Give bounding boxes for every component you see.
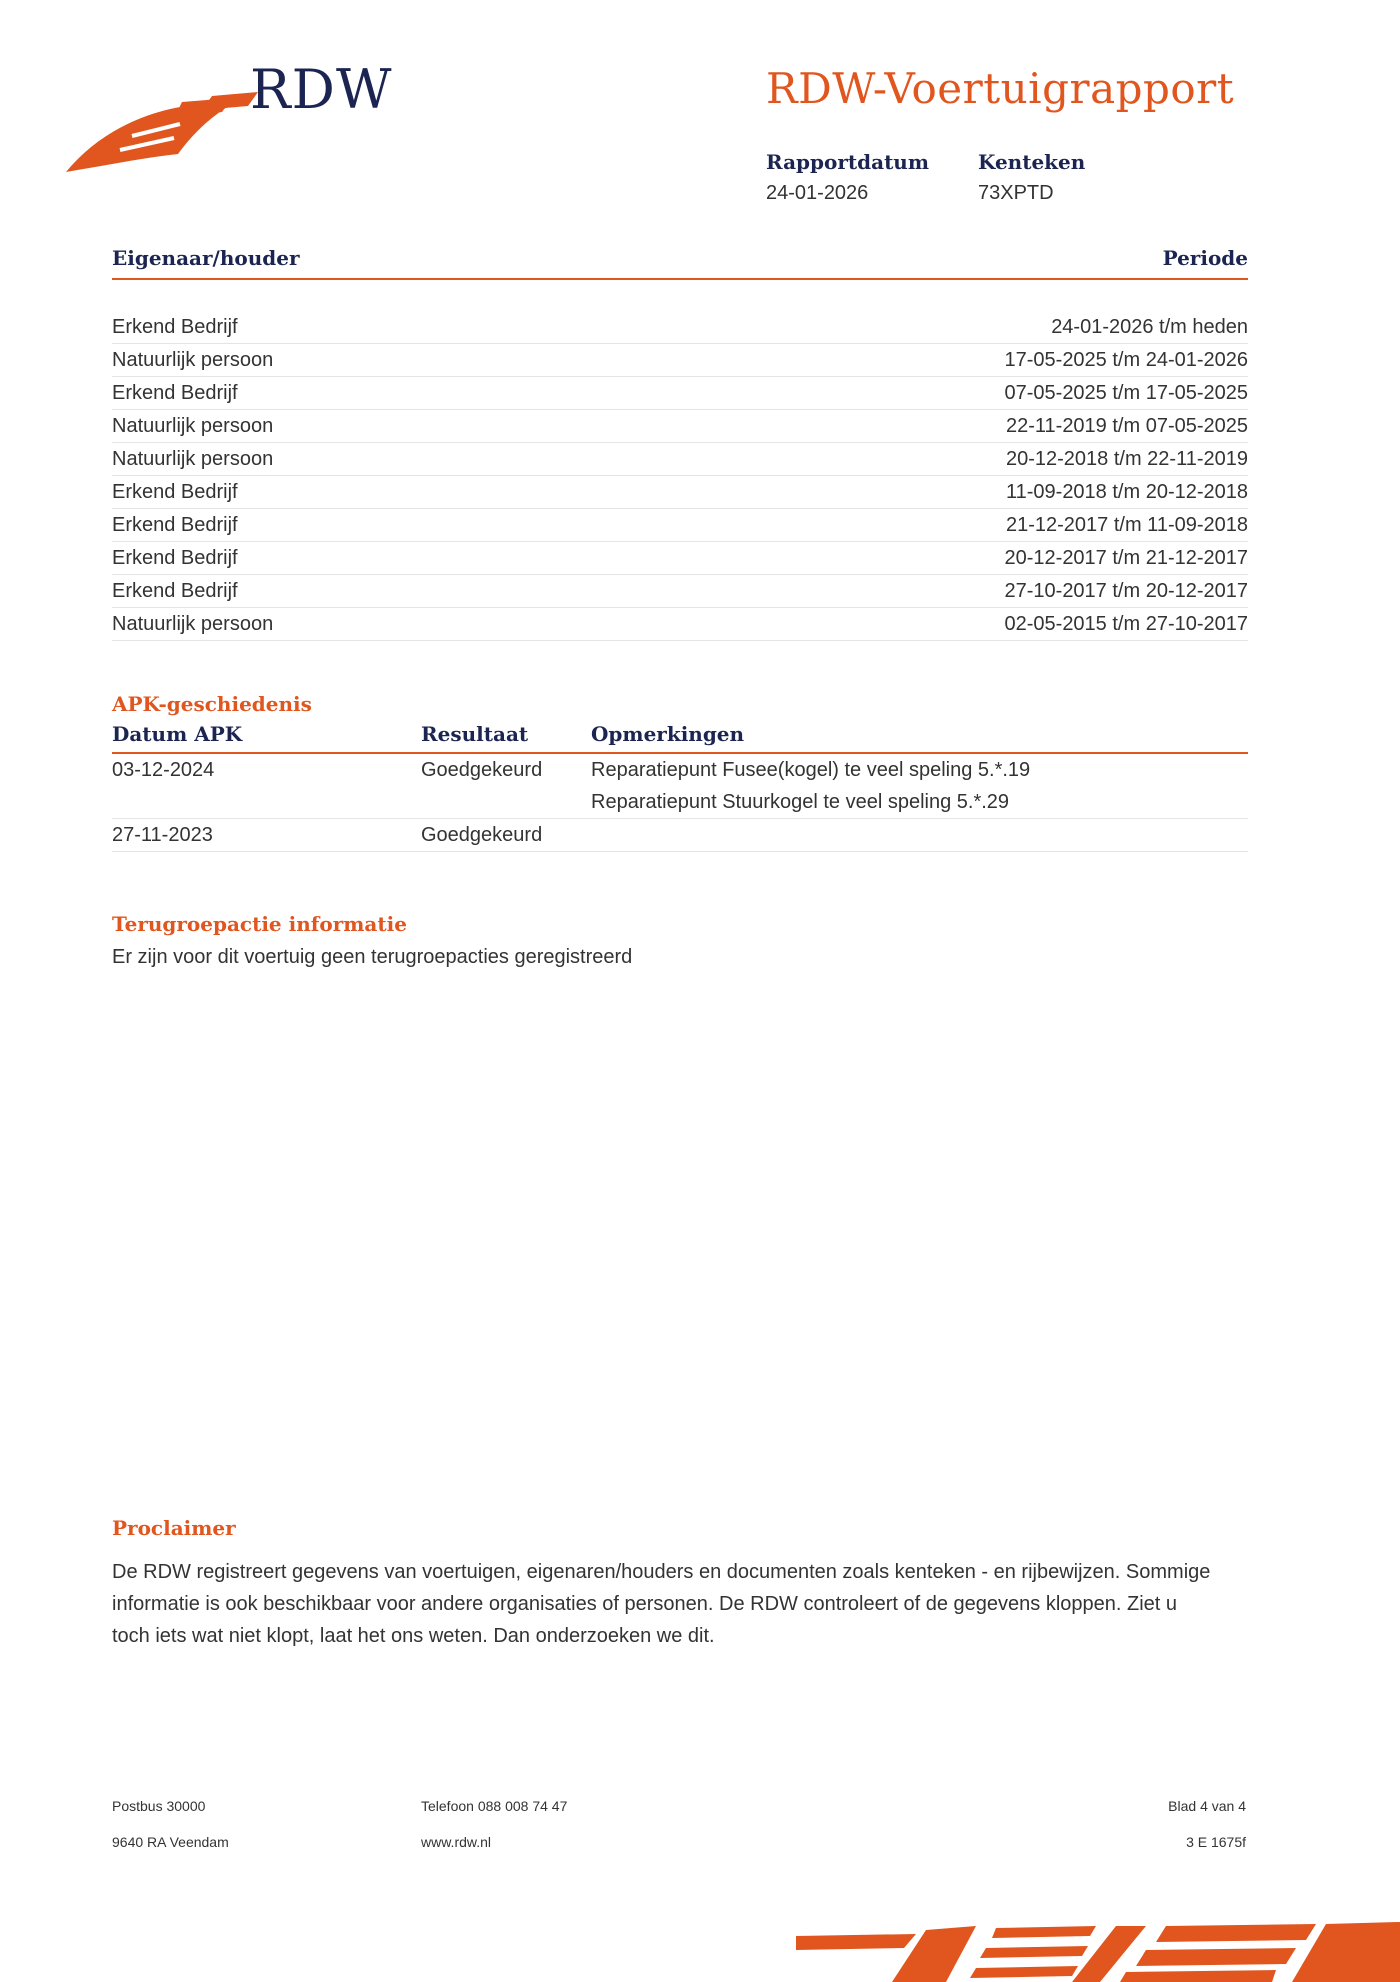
table-row <box>112 754 1248 819</box>
apk-result-cell: Goedgekeurd <box>421 823 543 846</box>
table-row <box>112 344 1248 377</box>
period-cell: 27-10-2017 t/m 20-12-2017 <box>1004 580 1248 602</box>
owner-cell: Natuurlijk persoon <box>112 613 274 635</box>
brand-name: RDW <box>250 58 393 121</box>
recall-text: Er zijn voor dit voertuig geen terugroepacties geregistreerd <box>112 946 633 968</box>
table-row <box>112 410 1248 443</box>
table-row <box>112 443 1248 476</box>
owner-column-header: Eigenaar/houder <box>112 246 300 270</box>
table-row <box>112 311 1248 344</box>
period-cell: 22-11-2019 t/m 07-05-2025 <box>1005 415 1248 437</box>
table-row <box>112 377 1248 410</box>
table-row <box>112 476 1248 509</box>
proclaimer-text: De RDW registreert gegevens van voertuigen, eigenaren/houders en documenten zoals kenteken - en rijbewijzen. Sommige informatie is ook beschikbaar voor andere organisaties of personen. De RDW controleert of de gegevens kloppen. Ziet u toch iets wat niet klopt, laat het ons weten. Dan onderzoeken we dit. <box>112 1561 1211 1647</box>
owner-cell: Natuurlijk persoon <box>112 349 274 371</box>
footer-page-number: Blad 4 van 4 <box>1168 1798 1246 1814</box>
apk-date-cell: 03-12-2024 <box>112 758 215 781</box>
table-row <box>112 575 1248 608</box>
owner-cell: Natuurlijk persoon <box>112 415 274 437</box>
period-cell: 02-05-2015 t/m 27-10-2017 <box>1004 613 1248 635</box>
owner-cell: Natuurlijk persoon <box>112 448 274 470</box>
recall-title: Terugroepactie informatie <box>112 912 407 936</box>
apk-result-cell: Goedgekeurd <box>421 758 543 781</box>
report-date-label: Rapportdatum <box>766 150 930 174</box>
owner-cell: Erkend Bedrijf <box>112 382 238 404</box>
owner-cell: Erkend Bedrijf <box>112 547 238 569</box>
owner-table <box>112 246 1248 641</box>
apk-history-title: APK-geschiedenis <box>112 692 312 716</box>
apk-result-column-header: Resultaat <box>421 722 529 746</box>
owner-cell: Erkend Bedrijf <box>112 316 238 338</box>
period-cell: 17-05-2025 t/m 24-01-2026 <box>1004 349 1248 371</box>
period-cell: 24-01-2026 t/m heden <box>1051 316 1248 338</box>
footer-document-code: 3 E 1675f <box>1186 1834 1246 1850</box>
apk-remark-cell: Reparatiepunt Stuurkogel te veel speling 5.*.29 <box>591 790 1010 813</box>
table-row <box>112 509 1248 542</box>
owner-cell: Erkend Bedrijf <box>112 580 238 602</box>
apk-remarks-column-header: Opmerkingen <box>591 722 745 746</box>
period-cell: 21-12-2017 t/m 11-09-2018 <box>1005 514 1248 536</box>
table-row <box>112 542 1248 575</box>
owner-cell: Erkend Bedrijf <box>112 481 238 503</box>
apk-remark-cell: Reparatiepunt Fusee(kogel) te veel speling 5.*.19 <box>591 758 1031 781</box>
period-cell: 20-12-2017 t/m 21-12-2017 <box>1004 547 1248 569</box>
owner-table-header <box>112 246 1248 280</box>
apk-table-header <box>112 722 1248 754</box>
report-title: RDW-Voertuigrapport <box>766 64 1235 113</box>
footer-address-line2: 9640 RA Veendam <box>112 1834 229 1850</box>
period-cell: 20-12-2018 t/m 22-11-2019 <box>1005 448 1248 470</box>
owner-cell: Erkend Bedrijf <box>112 514 238 536</box>
plate-label: Kenteken <box>978 150 1086 174</box>
table-row <box>112 819 1248 852</box>
proclaimer-section <box>112 1516 1248 1652</box>
footer-phone: Telefoon 088 008 74 47 <box>421 1798 568 1814</box>
proclaimer-title: Proclaimer <box>112 1516 236 1540</box>
apk-history-section <box>112 692 1248 852</box>
apk-date-cell: 27-11-2023 <box>112 823 213 846</box>
rdw-stripes-icon <box>796 1904 1400 1982</box>
footer-website-link[interactable]: www.rdw.nl <box>421 1834 492 1850</box>
period-cell: 11-09-2018 t/m 20-12-2018 <box>1005 481 1248 503</box>
period-column-header: Periode <box>1162 246 1248 270</box>
recall-section <box>112 912 1248 969</box>
apk-date-column-header: Datum APK <box>112 722 243 746</box>
report-date-value: 24-01-2026 <box>766 182 869 204</box>
plate-value: 73XPTD <box>978 182 1054 204</box>
period-cell: 07-05-2025 t/m 17-05-2025 <box>1004 382 1248 404</box>
table-row <box>112 608 1248 641</box>
footer-address-line1: Postbus 30000 <box>112 1798 206 1814</box>
